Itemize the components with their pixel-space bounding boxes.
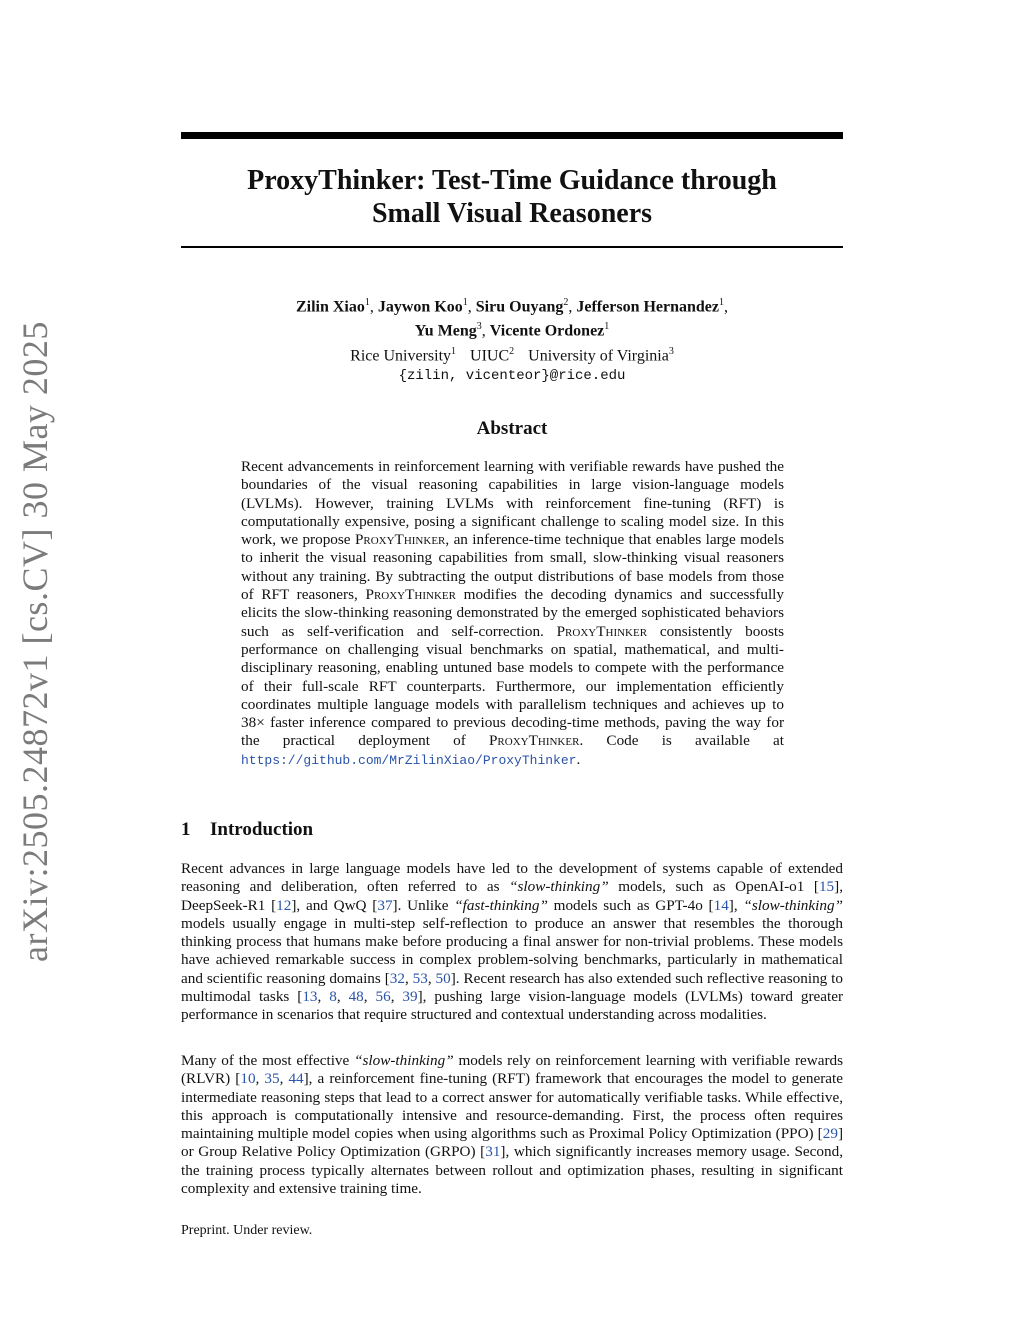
affil-mark: 1 — [462, 297, 468, 308]
method-name: ProxyThinker — [488, 732, 580, 750]
author-name: Jefferson Hernandez — [576, 298, 720, 316]
section-title: Introduction — [210, 819, 314, 840]
code-link[interactable]: https://github.com/MrZilinXiao/ProxyThinker — [241, 752, 577, 768]
author-name: Siru Ouyang — [475, 298, 564, 316]
author-line-1 — [181, 293, 843, 317]
abstract-segment: Recent advancements in reinforcement learning with verifiable rewards have pushed the boundaries of the visual reasoning capabilities in large vision-language models (LVLMs). However, training LVLMs with reinforcement fine-tuning (RFT) is computationally expensive, posing a significant challenge to scaling model size. In this work, we propose — [241, 458, 784, 549]
title-rule-top — [181, 132, 843, 139]
separator: , — [568, 298, 577, 316]
section-heading — [181, 819, 313, 841]
citation-link[interactable]: 14 — [713, 896, 729, 914]
paper-title — [181, 164, 843, 230]
citation-link[interactable]: 48 — [348, 988, 364, 1006]
title-rule-bottom — [181, 246, 843, 248]
citation-link[interactable]: 13 — [302, 988, 318, 1006]
citation-link[interactable]: 50 — [435, 969, 451, 987]
affil-mark: 2 — [509, 345, 515, 357]
affiliations — [181, 342, 843, 366]
intro-paragraph-2: Many of the most effective “slow-thinking” models rely on reinforcement learning with verifiable rewards (RLVR) [10, 35, 44], a reinforcement fine-tuning (RFT) framework that encourages the model to generate intermediate reasoning steps that lead to a correct answer for automatically verifiable tasks. While effective, this approach is computationally intensive and resource-demanding. First, the process often requires maintaining multiple model copies when using algorithms such as Proximal Policy Optimization (PPO) [29] or Group Relative Policy Optimization (GRPO) [31], which significantly increases memory usage. Second, the training process typically alternates between rollout and optimization phases, resulting in significant complexity and extensive training time. — [181, 1052, 844, 1198]
abstract-segment: . Code is available at — [579, 732, 784, 750]
abstract-segment: modifies the decoding dynamics and successfully elicits the slow-thinking reasoning demonstrated by the emerged sophisticated behaviors such as self-verification and self-correction. — [241, 586, 784, 640]
author-name: Zilin Xiao — [295, 298, 365, 316]
section-number: 1 — [181, 819, 191, 840]
citation-link[interactable]: 32 — [389, 969, 405, 987]
citation-link[interactable]: 37 — [377, 896, 393, 914]
abstract-segment: . — [576, 750, 581, 768]
abstract-segment: , an inference-time technique that enables large models to inherit the visual reasoning capabilities from small, slow-thinking visual reasoners without any training. By subtracting the output distributions of base models from those of RFT reasoners, — [241, 531, 784, 604]
author-name: Yu Meng — [414, 322, 477, 340]
author-line-2 — [181, 317, 843, 341]
citation-link[interactable]: 53 — [412, 969, 428, 987]
separator: , — [467, 298, 476, 316]
method-name: ProxyThinker — [365, 586, 456, 604]
intro-paragraph-1: Recent advances in large language models have led to the development of systems capable of extended reasoning and deliberation, often referred to as “slow-thinking” models, such as OpenAI-o1 [15], DeepSeek-R1 [12], and QwQ [37]. Unlike “fast-thinking” models such as GPT-4o [14], “slow-thinking” models usually engage in multi-step self-reflection to produce an answer that resembles the thorough thinking process that humans make before producing a final answer for non-trivial problems. These models have achieved remarkable success in complex problem-solving benchmarks, particularly in mathematical and scientific reasoning domains [32, 53, 50]. Recent research has also extended such reflective reasoning to multimodal tasks [13, 8, 48, 56, 39], pushing large vision-language models (LVLMs) toward greater performance in scenarios that require structured and contextual understanding across modalities. — [181, 860, 844, 1024]
affil-mark: 3 — [668, 345, 674, 357]
citation-link[interactable]: 31 — [485, 1143, 501, 1161]
abstract-segment: consistently boosts performance on challenging visual benchmarks on spatial, mathematical, and multi-disciplinary reasoning, enabling untuned base models to compete with the performance of their full-scale RFT counterparts. Furthermore, our implementation efficiently coordinates multiple language models with parallelism techniques and achieves up to 38× faster inference compared to previous decoding-time methods, paving the way for the practical deployment of — [241, 622, 784, 750]
separator: , — [481, 322, 490, 340]
citation-link[interactable]: 12 — [276, 896, 292, 914]
citation-link[interactable]: 35 — [264, 1070, 280, 1088]
preprint-footer: Preprint. Under review. — [181, 1223, 313, 1238]
title-line-1: ProxyThinker: Test-Time Guidance through — [247, 165, 777, 196]
author-block — [181, 293, 843, 386]
affil-mark: 3 — [476, 321, 482, 333]
citation-link[interactable]: 56 — [375, 988, 391, 1006]
title-line-2: Small Visual Reasoners — [371, 198, 653, 229]
author-email: {zilin, vicenteor}@rice.edu — [398, 367, 626, 384]
separator: , — [369, 298, 378, 316]
author-name: Jaywon Koo — [377, 298, 463, 316]
affiliation: Rice University — [350, 346, 452, 364]
method-name: ProxyThinker — [354, 531, 446, 549]
affil-mark: 1 — [719, 297, 725, 308]
author-name: Vicente Ordonez — [489, 322, 605, 340]
abstract-heading: Abstract — [476, 418, 548, 439]
affiliation: University of Virginia — [528, 346, 669, 364]
arxiv-stamp: arXiv:2505.24872v1 [cs.CV] 30 May 2025 — [15, 321, 55, 962]
affil-mark: 1 — [451, 345, 457, 357]
separator: , — [724, 298, 729, 316]
citation-link[interactable]: 29 — [822, 1125, 838, 1143]
citation-link[interactable]: 44 — [288, 1070, 304, 1088]
affil-mark: 2 — [563, 297, 569, 308]
citation-link[interactable]: 8 — [329, 988, 337, 1006]
citation-link[interactable]: 15 — [818, 878, 835, 896]
citation-link[interactable]: 39 — [402, 988, 418, 1006]
affiliation: UIUC — [470, 346, 510, 364]
affil-mark: 1 — [604, 321, 610, 333]
method-name: ProxyThinker — [556, 622, 648, 640]
affil-mark: 1 — [364, 297, 370, 308]
citation-link[interactable]: 10 — [240, 1070, 256, 1088]
abstract-text — [241, 458, 784, 770]
